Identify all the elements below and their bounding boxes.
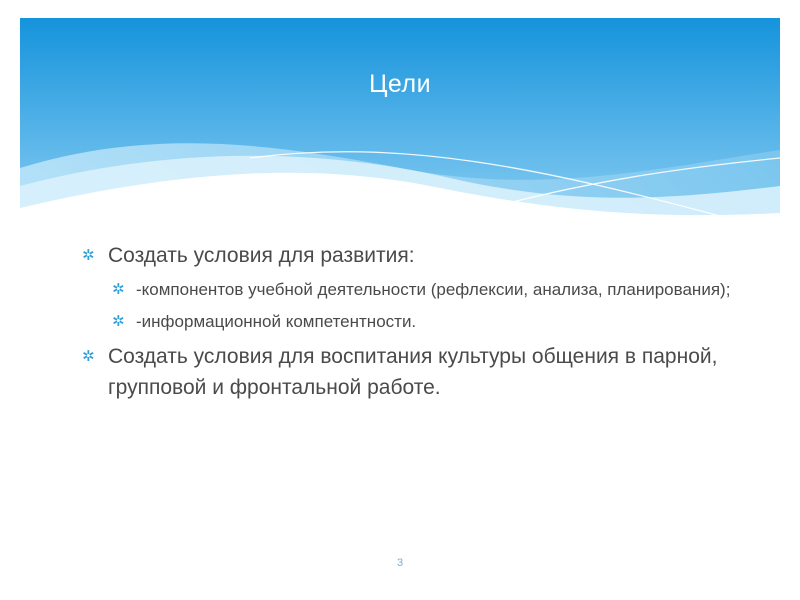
list-item	[78, 277, 748, 303]
asterisk-bullet-icon: ✲	[82, 247, 95, 264]
asterisk-bullet-icon: ✲	[82, 348, 95, 365]
asterisk-bullet-icon: ✲	[112, 281, 125, 298]
asterisk-bullet-icon: ✲	[112, 313, 125, 330]
slide-title: Цели	[368, 70, 432, 98]
bullet-list	[78, 240, 748, 403]
bullet-text: -компонентов учебной деятельности (рефлексии, анализа, планирования);	[136, 280, 731, 299]
slide	[20, 18, 780, 583]
wave-background	[20, 18, 780, 233]
list-item	[78, 341, 748, 403]
bullet-text: Создать условия для воспитания культуры общения в парной, групповой и фронтальной работе.	[108, 345, 718, 399]
page-number: 3	[396, 557, 404, 569]
list-item	[78, 309, 748, 335]
bullet-text: -информационной компетентности.	[136, 312, 417, 331]
bullet-text: Создать условия для развития:	[108, 244, 415, 267]
list-item	[78, 240, 748, 271]
slide-header-banner	[20, 18, 780, 233]
